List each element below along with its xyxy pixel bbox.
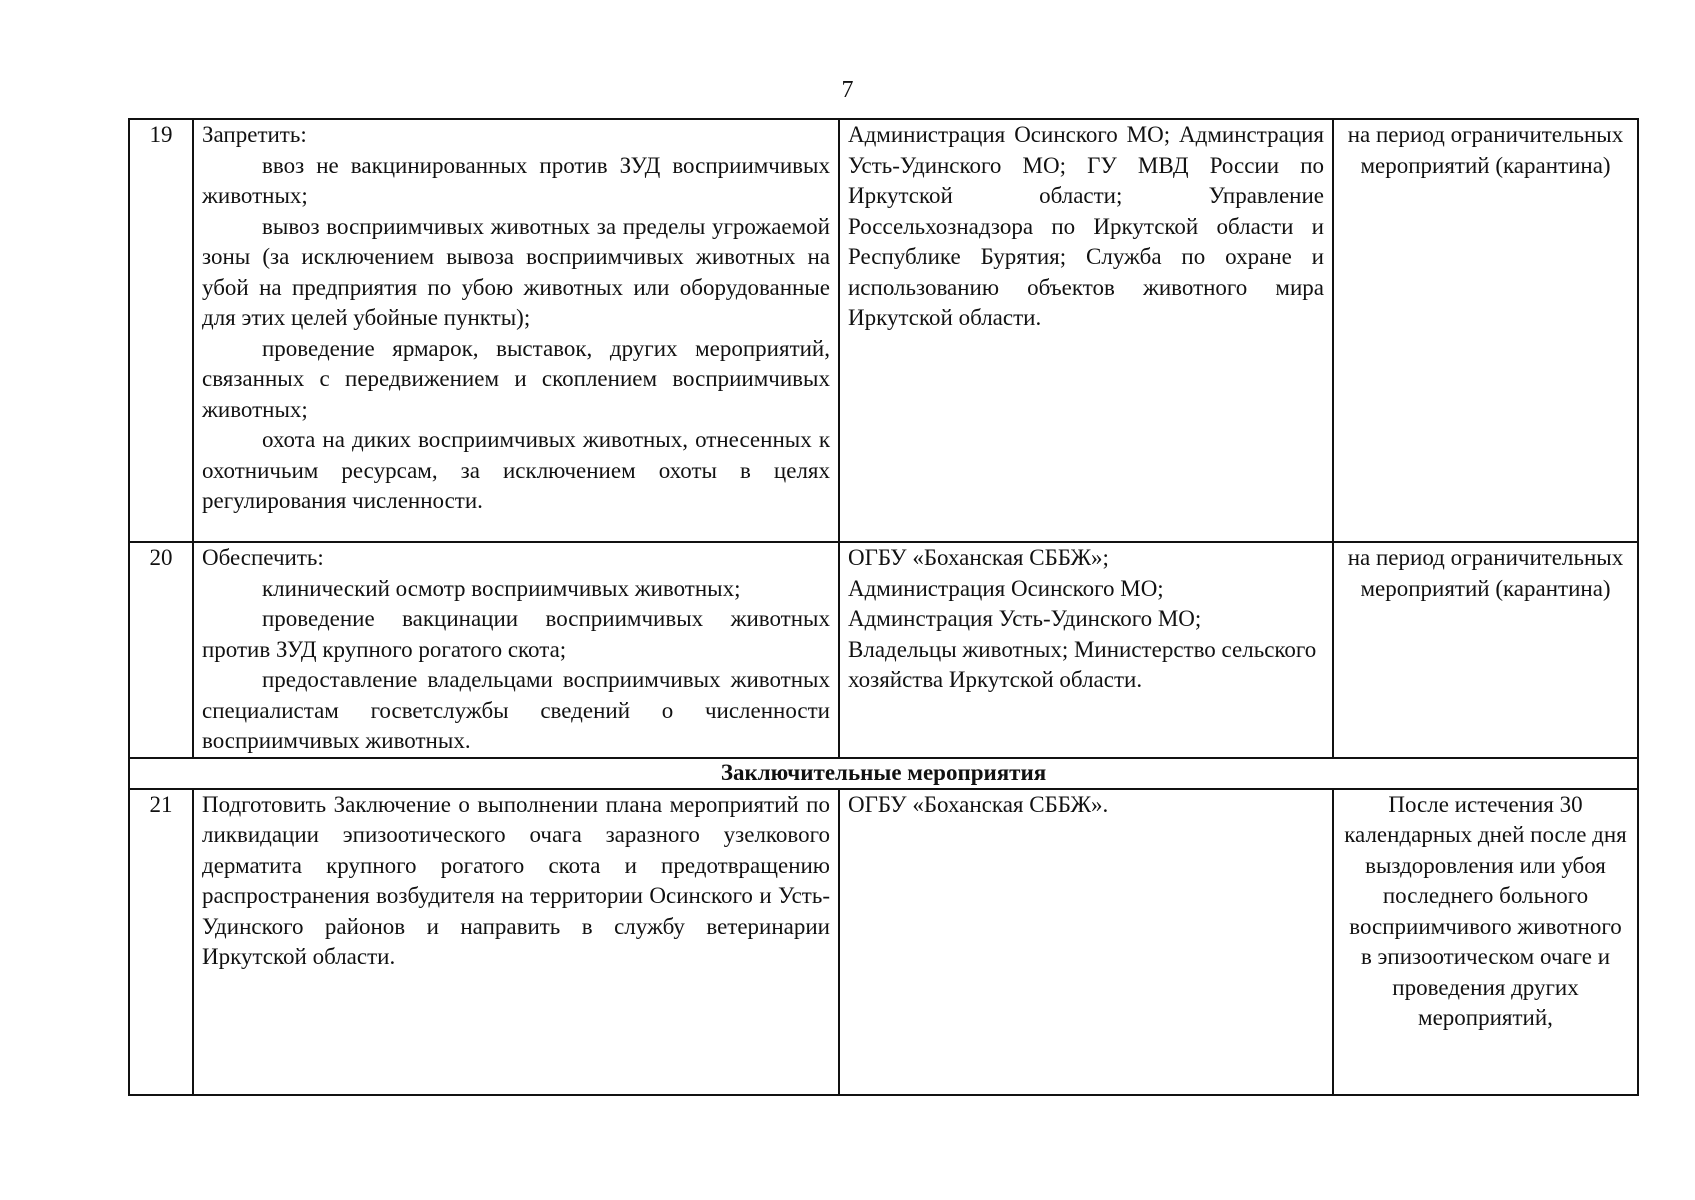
- responsible-cell: [839, 542, 1333, 758]
- term-text: После истечения 30 календарных дней после дня выздоровления или убоя последнего больного восприимчивого животного в эпизоотическом очаге и проведения других мероприятий,: [1344, 791, 1627, 1030]
- measure-cell: [193, 542, 839, 758]
- measure-item: вывоз восприимчивых животных за пределы угрожаемой зоны (за исключением вывоза восприимчивых животных на убой на предприятия по убою животных или оборудованные для этих целей убойные пункты);: [202, 213, 830, 330]
- responsible-line: Владельцы животных; Министерство сельского хозяйства Иркутской области.: [848, 636, 1317, 692]
- section-header: Заключительные мероприятия: [129, 758, 1638, 789]
- responsible-text: Администрация Осинского МО; Админстрация Усть-Удинского МО; ГУ МВД России по Иркутской области; Управление Россельхознадзора по Иркутской области и Республике Бурятия; Служба по охране и использованию объектов животного мира Иркутской области.: [848, 122, 1324, 330]
- measures-table: [128, 118, 1639, 1096]
- section-row: [129, 758, 1638, 789]
- table-row: [129, 119, 1638, 542]
- responsible-cell: [839, 119, 1333, 542]
- term-cell: [1333, 542, 1638, 758]
- responsible-cell: [839, 789, 1333, 1095]
- row-number: 21: [129, 789, 193, 1095]
- measure-lead: Запретить:: [202, 122, 307, 147]
- term-text: на период ограничительных мероприятий (карантина): [1347, 122, 1624, 178]
- measure-item: проведение ярмарок, выставок, других мероприятий, связанных с передвижением и скоплением восприимчивых животных;: [202, 335, 830, 422]
- measure-text: Подготовить Заключение о выполнении плана мероприятий по ликвидации эпизоотического очага заразного узелкового дерматита крупного рогатого скота и предотвращению распространения возбудителя на территории Осинского и Усть-Удинского районов и направить в службу ветеринарии Иркутской области.: [202, 791, 830, 969]
- table-row: [129, 542, 1638, 758]
- responsible-line: ОГБУ «Боханская СББЖ»;: [848, 545, 1109, 570]
- table-row: [129, 789, 1638, 1095]
- measure-item: ввоз не вакцинированных против ЗУД восприимчивых животных;: [202, 152, 830, 208]
- measure-item: предоставление владельцами восприимчивых животных специалистам госветслужбы сведений о численности восприимчивых животных.: [202, 667, 830, 753]
- page-number: 7: [841, 77, 854, 103]
- measure-item: проведение вакцинации восприимчивых животных против ЗУД крупного рогатого скота;: [202, 606, 830, 662]
- measure-lead: Обеспечить:: [202, 545, 324, 570]
- responsible-text: ОГБУ «Боханская СББЖ».: [848, 791, 1109, 817]
- term-cell: [1333, 119, 1638, 542]
- measure-item: охота на диких восприимчивых животных, отнесенных к охотничьим ресурсам, за исключением охоты в целях регулирования численности.: [202, 427, 830, 513]
- responsible-line: Админстрация Усть-Удинского МО;: [848, 606, 1202, 631]
- measure-cell: [193, 119, 839, 542]
- row-number: 19: [129, 119, 193, 542]
- term-cell: [1333, 789, 1638, 1095]
- row-number: 20: [129, 542, 193, 758]
- measure-cell: [193, 789, 839, 1095]
- term-text: на период ограничительных мероприятий (карантина): [1347, 545, 1624, 601]
- measure-item: клинический осмотр восприимчивых животных;: [262, 575, 741, 601]
- responsible-line: Администрация Осинского МО;: [848, 575, 1164, 601]
